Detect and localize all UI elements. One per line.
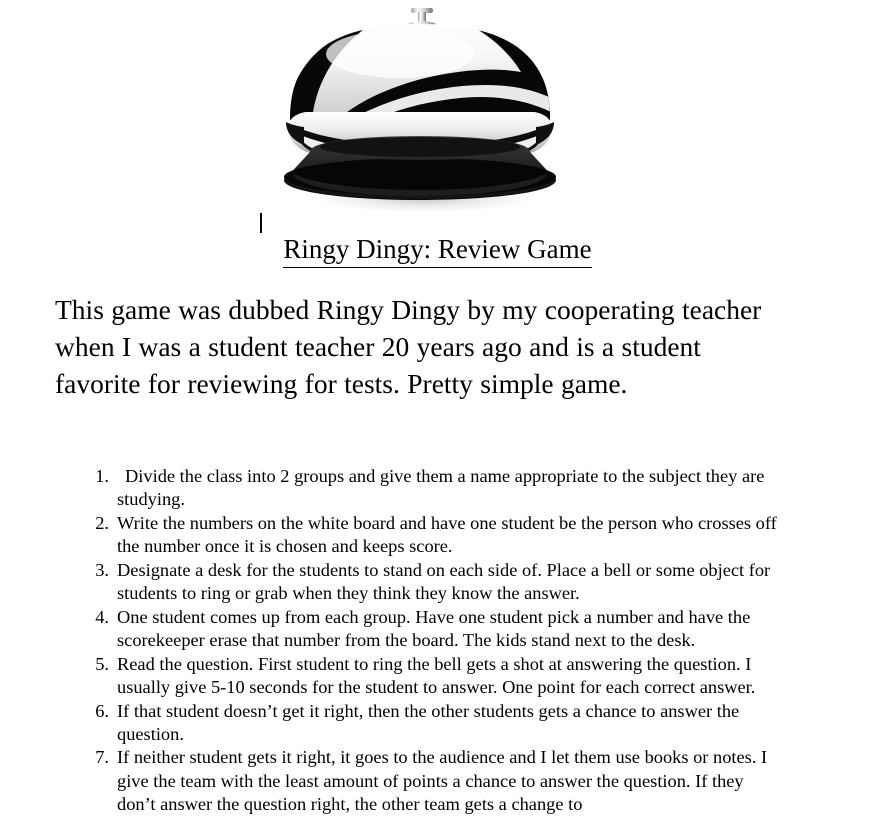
list-item-text: Read the question. First student to ring the bell gets a shot at answering the question. I usually give 5-10 seconds for the student to answer. One point for each correct answer.	[117, 653, 756, 697]
list-item	[79, 653, 785, 699]
service-bell-image	[272, 2, 568, 214]
list-item	[79, 746, 785, 816]
list-item-number: 7.	[95, 747, 109, 768]
list-item-text: One student comes up from each group. Have one student pick a number and have the scorekeeper erase that number from the board. The kids stand next to the desk.	[117, 606, 751, 650]
list-item-number: 5.	[95, 653, 109, 674]
list-item-number: 3.	[95, 559, 109, 580]
list-item-text: If that student doesn’t get it right, then the other students gets a chance to answer the question.	[117, 700, 740, 744]
bell-base	[284, 136, 556, 200]
list-item	[79, 465, 785, 511]
intro-paragraph: This game was dubbed Ringy Dingy by my cooperating teacher when I was a student teacher 20 years ago and is a student favorite for reviewing for tests. Pretty simple game.	[55, 294, 762, 399]
list-item-number: 1.	[95, 466, 109, 486]
list-item-text: If neither student gets it right, it goes to the audience and I let them use books or notes. I give the team with the least amount of points a chance to answer the question. If they don’t answer the question right, the other team gets a change to	[117, 747, 768, 814]
list-item-text: Designate a desk for the students to stand on each side of. Place a bell or some object for students to ring or grab when they think they know the answer.	[117, 559, 771, 604]
list-item-text: Write the numbers on the white board and have one student be the person who crosses off the number once it is chosen and keeps score.	[117, 512, 777, 557]
list-item	[79, 606, 785, 652]
text-caret	[260, 213, 262, 233]
list-item	[79, 512, 785, 558]
list-item	[79, 700, 785, 746]
list-item-number: 4.	[95, 606, 109, 627]
list-item-number: 6.	[95, 700, 109, 721]
steps-list	[79, 465, 785, 817]
list-item	[79, 559, 785, 605]
list-item-text: Divide the class into 2 groups and give them a name appropriate to the subject they are studying.	[117, 466, 765, 510]
page-title-text: Ringy Dingy: Review Game	[283, 232, 591, 268]
page-title	[0, 232, 875, 268]
list-item-number: 2.	[95, 512, 109, 533]
